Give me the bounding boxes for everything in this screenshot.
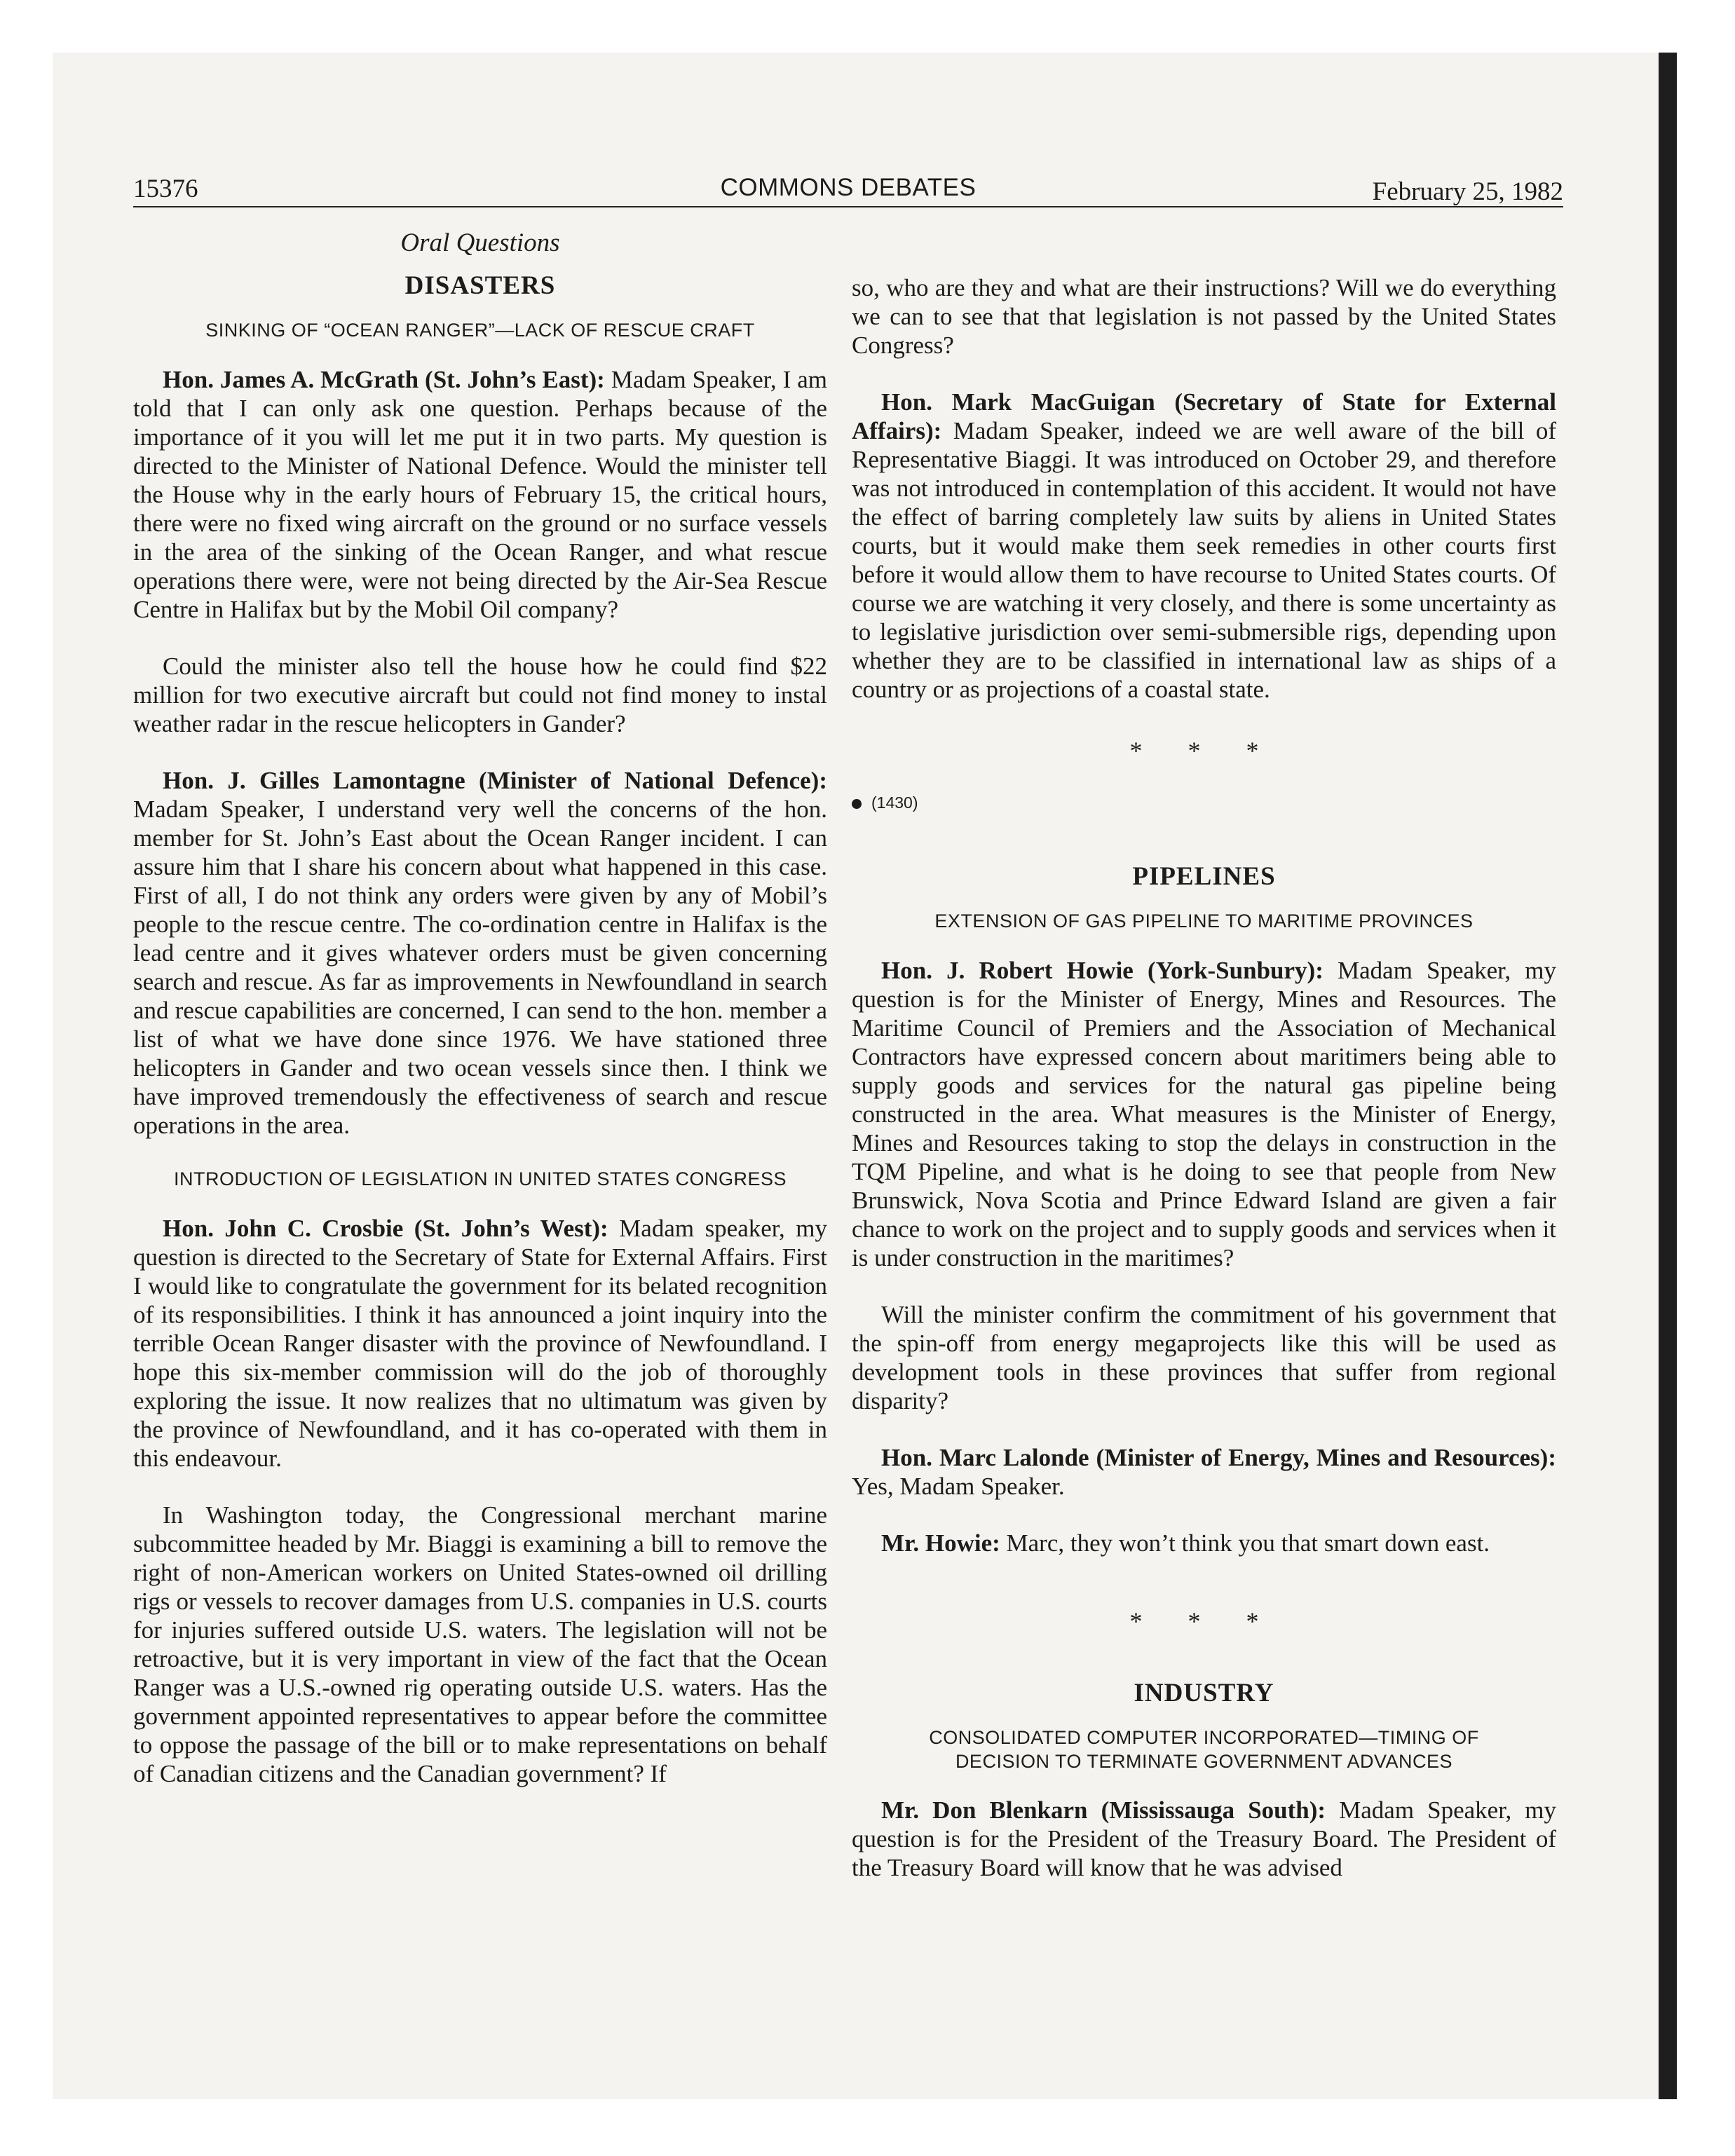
header-rule	[133, 206, 1563, 207]
speaker-name: Hon. J. Robert Howie (York-Sunbury):	[881, 956, 1324, 984]
paragraph	[852, 1529, 1556, 1557]
speaker-name: Hon. Marc Lalonde (Minister of Energy, Mines and Resources):	[881, 1443, 1556, 1471]
paragraph	[133, 1501, 827, 1788]
subheading-line: CONSOLIDATED COMPUTER INCORPORATED—TIMING OF	[929, 1726, 1479, 1748]
paragraph	[133, 365, 827, 624]
speaker-name: Mr. Howie:	[881, 1529, 1000, 1557]
speech-text: Madam Speaker, I am told that I can only ask one question. Perhaps because of the importance of it you will let me put it in two parts. My question is directed to the Minister of National Defence. Would the minister tell the House why in the early hours of February 15, the critical hours, there were no fixed wing aircraft on the ground or no surface vessels in the area of the sinking of the Ocean Ranger, and what rescue operations there were, were not being directed by the Air-Sea Rescue Centre in Halifax but by the Mobil Oil company?	[133, 365, 827, 623]
speaker-name: Hon. James A. McGrath (St. John’s East):	[163, 365, 605, 393]
subheading-consolidated-computer	[852, 1726, 1556, 1774]
paragraph	[852, 1443, 1556, 1501]
section-heading-disasters: DISASTERS	[404, 271, 556, 300]
paragraph	[852, 1796, 1556, 1882]
speech-text: Madam Speaker, my question is for the President of the Treasury Board. The President of the Treasury Board will know that he was advised	[852, 1796, 1556, 1882]
paragraph	[852, 956, 1556, 1272]
speech-text: Madam Speaker, indeed we are well aware of the bill of Representative Biaggi. It was introduced on October 29, and therefore was not introduced in contemplation of this accident. It would not have the effect of barring completely law suits by aliens in United States courts, but it would make them seek remedies in other courts first before it would allow them to have recourse to United States courts. Of course we are watching it very closely, and there is some uncertainty as to legislative jurisdiction over semi-submersible rigs, depending upon whether they are to be classified in international law as ships of a country or as projections of a coastal state.	[852, 417, 1556, 703]
speech-text: so, who are they and what are their instructions? Will we do everything we can to see that that legislation is not passed by the United States Congress?	[852, 274, 1556, 359]
subheading-line: DECISION TO TERMINATE GOVERNMENT ADVANCES	[955, 1750, 1453, 1772]
speaker-name: Hon. John C. Crosbie (St. John’s West):	[163, 1214, 608, 1242]
section-heading-industry: INDUSTRY	[1134, 1678, 1274, 1707]
page-number: 15376	[133, 175, 198, 203]
subheading-gas-pipeline: EXTENSION OF GAS PIPELINE TO MARITIME PROVINCES	[934, 910, 1474, 932]
section-separator: * * *	[1129, 737, 1279, 765]
speech-text: In Washington today, the Congressional merchant marine subcommittee headed by Mr. Biaggi is examining a bill to remove the right of non-American workers on United States-owned oil drilling rigs or vessels to recover damages from U.S. companies in U.S. courts for injuries suffered outside U.S. waters. The legislation will not be retroactive, but it is very important in view of the fact that the Ocean Ranger was a U.S.-owned rig operating outside U.S. waters. Has the government appointed representatives to appear before the committee to oppose the passage of the bill or to make representations on behalf of Canadian citizens and the Canadian government? If	[133, 1501, 827, 1787]
speech-text: Marc, they won’t think you that smart down east.	[1000, 1529, 1490, 1557]
paragraph	[133, 766, 827, 1140]
bullet-icon	[852, 799, 862, 809]
speaker-name: Hon. Mark MacGuigan (Secretary of State for External Affairs):	[852, 388, 1556, 444]
left-column	[133, 228, 827, 1816]
speech-text: Madam Speaker, my question is for the Minister of Energy, Mines and Resources. The Maritime Council of Premiers and the Association of Mechanical Contractors have expressed concern about maritimers being able to supply goods and services for the natural gas pipeline being constructed in the area. What measures is the Minister of Energy, Mines and Resources taking to stop the delays in construction in the TQM Pipeline, and what is he doing to see that people from New Brunswick, Nova Scotia and Prince Edward Island are given a fair chance to work on the project and to supply goods and services when it is under construction in the maritimes?	[852, 956, 1556, 1271]
paragraph	[852, 273, 1556, 360]
paragraph	[852, 388, 1556, 704]
time-marker-text: (1430)	[871, 793, 918, 812]
speech-text: Will the minister confirm the commitment of his government that the spin-off from energy megaprojects like this will be used as development tools in these provinces that suffer from regional disparity?	[852, 1300, 1556, 1414]
paragraph	[852, 1300, 1556, 1415]
right-column	[852, 273, 1556, 1910]
kicker: Oral Questions	[400, 228, 560, 257]
page-header	[133, 174, 1563, 210]
scan-edge-shadow	[1659, 53, 1677, 2099]
subheading-ocean-ranger: SINKING OF “OCEAN RANGER”—LACK OF RESCUE CRAFT	[205, 320, 755, 341]
section-separator: * * *	[1129, 1606, 1279, 1635]
time-marker	[852, 793, 1556, 812]
subheading-legislation: INTRODUCTION OF LEGISLATION IN UNITED STATES CONGRESS	[173, 1168, 787, 1189]
speech-text: Could the minister also tell the house how he could find $22 million for two executive aircraft but could not find money to instal weather radar in the rescue helicopters in Gander?	[133, 652, 827, 737]
speech-text: Madam speaker, my question is directed to the Secretary of State for External Affairs. First I would like to congratulate the government for its belated recognition of its responsibilities. I think it has announced a joint inquiry into the terrible Ocean Ranger disaster with the province of Newfoundland. I hope this six-member commission will do the job of thoroughly exploring the issue. It now realizes that no ultimatum was given by the province of Newfoundland, and it has co-operated with them in this endeavour.	[133, 1214, 827, 1472]
paragraph	[133, 1214, 827, 1473]
paragraph	[133, 652, 827, 738]
speech-text: Yes, Madam Speaker.	[852, 1472, 1065, 1500]
section-heading-pipelines: PIPELINES	[1132, 862, 1276, 891]
page-date: February 25, 1982	[1372, 177, 1563, 206]
speaker-name: Mr. Don Blenkarn (Mississauga South):	[881, 1796, 1326, 1824]
running-title: COMMONS DEBATES	[720, 174, 977, 201]
speech-text: Madam Speaker, I understand very well the concerns of the hon. member for St. John’s East about the Ocean Ranger incident. I can assure him that I share his concern about what happened in this case. First of all, I do not think any orders were given by any of Mobil’s people to the rescue centre. The co-ordination centre in Halifax is the lead centre and it gives whatever orders must be given concerning search and rescue. As far as improvements in Newfoundland in search and rescue capabilities are concerned, I can send to the hon. member a list of what we have done since 1976. We have stationed three helicopters in Gander and two ocean vessels since then. I think we have improved tremendously the effectiveness of search and rescue operations in the area.	[133, 795, 827, 1139]
speaker-name: Hon. J. Gilles Lamontagne (Minister of National Defence):	[163, 766, 827, 794]
